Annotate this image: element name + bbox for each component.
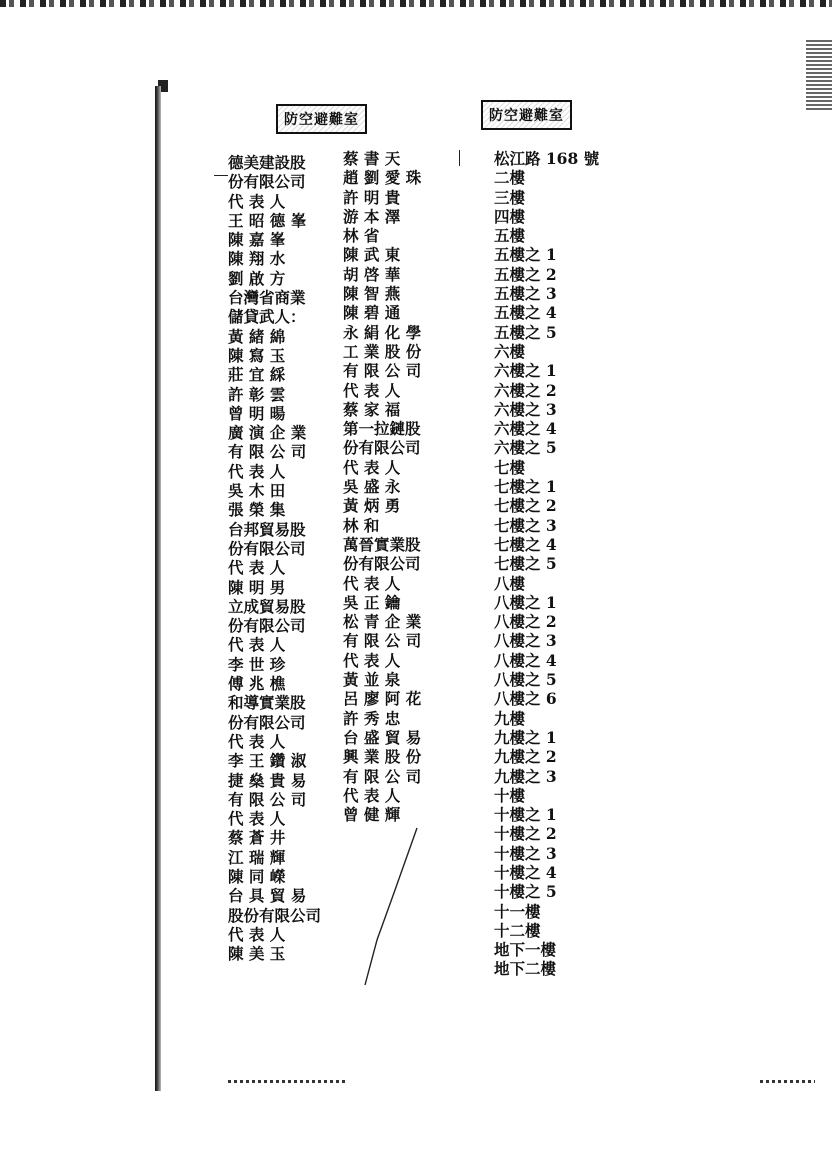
owner-left-entry: 陳 美 玉 <box>228 944 286 964</box>
owner-left-entry: 曾 明 暘 <box>228 403 286 423</box>
floor-entry: 七樓之 2 <box>494 496 557 516</box>
owner-left-entry: 份有限公司 <box>228 538 306 558</box>
floor-entry: 七樓之 4 <box>494 534 557 554</box>
owner-left-entry: 份有限公司 <box>228 712 306 732</box>
owner-middle-entry: 松 青 企 業 <box>343 612 422 632</box>
owner-left-entry: 吳 木 田 <box>228 481 286 501</box>
floor-entry: 二樓 <box>494 168 526 188</box>
owner-middle-entry: 黃 並 泉 <box>343 670 401 690</box>
handwritten-stroke <box>355 820 425 990</box>
owner-middle-entry: 陳 碧 通 <box>343 303 401 323</box>
floor-entry: 地下二樓 <box>494 959 557 979</box>
floor-list <box>494 149 599 979</box>
owner-middle-entry: 吳 盛 永 <box>343 477 401 497</box>
owner-left-entry: 王 昭 德 峯 <box>228 210 307 230</box>
owner-left-entry: 李 世 珍 <box>228 654 286 674</box>
owner-left-entry: 有 限 公 司 <box>228 442 307 462</box>
owner-left-entry: 代 表 人 <box>228 809 286 829</box>
floor-entry: 十二樓 <box>494 920 541 940</box>
owner-middle-entry: 趙 劉 愛 珠 <box>343 168 422 188</box>
tick-mark <box>459 150 460 166</box>
owner-list-left <box>228 153 321 963</box>
scan-bottom-noise-right <box>760 1080 815 1083</box>
owner-left-entry: 台灣省商業 <box>228 288 306 308</box>
owner-left-entry: 廣 演 企 業 <box>228 423 307 443</box>
owner-left-entry: 立成貿易股 <box>228 596 306 616</box>
owner-left-entry: 陳 寫 玉 <box>228 345 286 365</box>
floor-entry: 五樓 <box>494 226 526 246</box>
floor-entry: 七樓之 3 <box>494 515 557 535</box>
floor-entry: 八樓 <box>494 573 526 593</box>
owner-middle-entry: 呂 廖 阿 花 <box>343 689 422 709</box>
owner-middle-entry: 興 業 股 份 <box>343 747 422 767</box>
owner-middle-entry: 許 秀 忠 <box>343 708 401 728</box>
floor-entry: 十樓之 3 <box>494 843 557 863</box>
owner-left-entry: 黃 緒 綿 <box>228 326 286 346</box>
owner-middle-entry: 台 盛 貿 易 <box>343 727 422 747</box>
owner-left-entry: 份有限公司 <box>228 172 306 192</box>
owner-middle-entry: 吳 正 鑰 <box>343 592 401 612</box>
stamp-left: 防空避難室 <box>276 104 367 134</box>
owner-middle-entry: 有 限 公 司 <box>343 631 422 651</box>
owner-left-entry: 和導實業股 <box>228 693 306 713</box>
floor-entry: 松江路 168 號 <box>494 149 600 168</box>
owner-left-entry: 傅 兆 樵 <box>228 674 286 694</box>
floor-entry: 七樓之 1 <box>494 477 557 497</box>
owner-middle-entry: 游 本 澤 <box>343 206 401 226</box>
scan-bottom-noise-left <box>228 1080 348 1083</box>
floor-entry: 九樓 <box>494 708 526 728</box>
floor-entry: 五樓之 5 <box>494 322 557 342</box>
stamp-right: 防空避難室 <box>481 100 572 130</box>
owner-left-entry: 份有限公司 <box>228 616 306 636</box>
dash-mark <box>214 175 228 176</box>
owner-middle-entry: 永 絹 化 學 <box>343 322 422 342</box>
floor-entry: 十樓之 1 <box>494 805 557 825</box>
floor-entry: 六樓之 3 <box>494 399 557 419</box>
floor-entry: 十樓之 4 <box>494 862 557 882</box>
floor-entry: 七樓之 5 <box>494 554 557 574</box>
floor-entry: 三樓 <box>494 187 526 207</box>
floor-entry: 十樓 <box>494 785 526 805</box>
floor-entry: 八樓之 5 <box>494 670 557 690</box>
floor-entry: 六樓 <box>494 341 526 361</box>
owner-middle-entry: 代 表 人 <box>343 380 401 400</box>
scan-right-noise <box>806 40 832 110</box>
owner-middle-entry: 蔡 書 天 <box>343 149 401 168</box>
scan-top-border <box>0 0 832 7</box>
floor-entry: 八樓之 3 <box>494 631 557 651</box>
floor-entry: 地下一樓 <box>494 940 557 960</box>
owner-left-entry: 陳 明 男 <box>228 577 286 597</box>
floor-entry: 九樓之 1 <box>494 727 557 747</box>
floor-entry: 五樓之 3 <box>494 284 557 304</box>
floor-entry: 六樓之 4 <box>494 419 557 439</box>
floor-entry: 八樓之 4 <box>494 650 557 670</box>
owner-middle-entry: 代 表 人 <box>343 650 401 670</box>
floor-entry: 八樓之 6 <box>494 689 557 709</box>
owner-middle-entry: 林 和 <box>343 515 380 535</box>
floor-entry: 五樓之 1 <box>494 245 557 265</box>
floor-entry: 四樓 <box>494 206 526 226</box>
floor-entry: 九樓之 3 <box>494 766 557 786</box>
floor-entry: 七樓 <box>494 457 526 477</box>
owner-middle-entry: 曾 健 輝 <box>343 805 401 825</box>
owner-left-entry: 代 表 人 <box>228 558 286 578</box>
owner-middle-entry: 胡 啓 華 <box>343 264 401 284</box>
owner-left-entry: 蔡 蒼 井 <box>228 828 286 848</box>
owner-left-entry: 儲貸武人： <box>228 307 306 327</box>
owner-middle-entry: 代 表 人 <box>343 785 401 805</box>
owner-left-entry: 李 王 鑽 淑 <box>228 751 307 771</box>
floor-entry: 八樓之 1 <box>494 592 557 612</box>
floor-entry: 十樓之 2 <box>494 824 557 844</box>
owner-middle-entry: 黃 炳 勇 <box>343 496 401 516</box>
floor-entry: 八樓之 2 <box>494 612 557 632</box>
owner-middle-entry: 第一拉鏈股 <box>343 419 421 439</box>
owner-middle-entry: 陳 武 東 <box>343 245 401 265</box>
owner-left-entry: 有 限 公 司 <box>228 789 307 809</box>
owner-left-entry: 德美建設股 <box>228 153 306 172</box>
owner-middle-entry: 林 省 <box>343 226 380 246</box>
owner-middle-entry: 有 限 公 司 <box>343 766 422 786</box>
owner-left-entry: 代 表 人 <box>228 191 286 211</box>
owner-left-entry: 許 彰 雲 <box>228 384 286 404</box>
owner-left-entry: 江 瑞 輝 <box>228 847 286 867</box>
floor-entry: 六樓之 1 <box>494 361 557 381</box>
floor-entry: 十一樓 <box>494 901 541 921</box>
owner-middle-entry: 份有限公司 <box>343 438 421 458</box>
owner-left-entry: 代 表 人 <box>228 635 286 655</box>
floor-entry: 十樓之 5 <box>494 882 557 902</box>
owner-left-entry: 劉 啟 方 <box>228 268 286 288</box>
owner-middle-entry: 萬晉實業股 <box>343 534 421 554</box>
owner-left-entry: 代 表 人 <box>228 731 286 751</box>
owner-middle-entry: 陳 智 燕 <box>343 284 401 304</box>
floor-entry: 九樓之 2 <box>494 747 557 767</box>
owner-left-entry: 股份有限公司 <box>228 905 322 925</box>
owner-middle-entry: 代 表 人 <box>343 573 401 593</box>
floor-entry: 六樓之 5 <box>494 438 557 458</box>
owner-left-entry: 陳 同 嶸 <box>228 866 286 886</box>
owner-middle-entry: 工 業 股 份 <box>343 341 422 361</box>
owner-left-entry: 台 具 貿 易 <box>228 886 307 906</box>
owner-middle-entry: 許 明 貴 <box>343 187 401 207</box>
floor-entry: 六樓之 2 <box>494 380 557 400</box>
owner-left-entry: 捷 燊 貴 易 <box>228 770 307 790</box>
owner-middle-entry: 有 限 公 司 <box>343 361 422 381</box>
owner-left-entry: 陳 翔 水 <box>228 249 286 269</box>
owner-middle-entry: 蔡 家 福 <box>343 399 401 419</box>
owner-left-entry: 台邦貿易股 <box>228 519 306 539</box>
owner-left-entry: 代 表 人 <box>228 924 286 944</box>
owner-list-middle <box>343 149 421 824</box>
floor-entry: 五樓之 2 <box>494 264 557 284</box>
owner-left-entry: 代 表 人 <box>228 461 286 481</box>
owner-middle-entry: 代 表 人 <box>343 457 401 477</box>
owner-left-entry: 陳 嘉 峯 <box>228 230 286 250</box>
paper-left-edge <box>155 86 161 1091</box>
owner-left-entry: 張 榮 集 <box>228 500 286 520</box>
floor-entry: 五樓之 4 <box>494 303 557 323</box>
owner-middle-entry: 份有限公司 <box>343 554 421 574</box>
owner-left-entry: 莊 宜 綵 <box>228 365 286 385</box>
